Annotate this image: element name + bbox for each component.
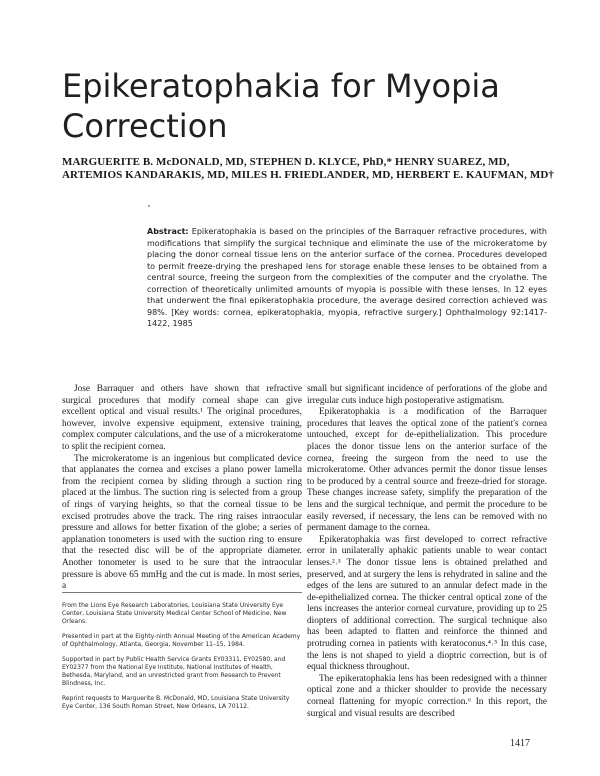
footnote-support: Supported in part by Public Health Service Grants EY03311, EY02580, and EY02377 from the National Eye Institute, National Institutes of Health, Bethesda, Maryland, and an unrestricted grant from Research to Prevent Blindness, Inc. bbox=[62, 656, 286, 687]
abstract-label: Abstract: bbox=[147, 227, 189, 236]
abstract-text: Epikeratophakia is based on the principles of the Barraquer refractive procedures, with modifications that simplify the surgical technique and eliminate the use of the microkeratome by placing the donor corneal tissue lens on the anterior surface of the cornea. Procedures developed to permit freeze-drying the preshaped lens for storage enable these lenses to be obtained from a central source, freeing the surgeon from the complexities of the computer and the cryolathe. The correction of theoretically unlimited amounts of myopia is possible with these lenses. In 12 eyes that underwent the final epikeratophakia procedure, the average desired correction achieved was 98%. [Key words: cornea, epikeratophakia, myopia, refractive surgery.] Ophthalmology 92:1417-1422, 1985 bbox=[147, 227, 548, 328]
decorative-dot bbox=[148, 205, 150, 207]
footnotes bbox=[62, 602, 302, 718]
footnote-reprints: Reprint requests to Marguerite B. McDonald, MD, Louisiana State University Eye Center, 136 South Roman Street, New Orleans, LA 70112. bbox=[62, 695, 290, 710]
body-paragraph: The epikeratophakia lens has been redesigned with a thinner optical zone and a thicker shoulder to provide the necessary corneal flattening for myopic correction.⁶ In this report, the surgical and visual results are described bbox=[307, 673, 547, 719]
body-paragraph: small but significant incidence of perforations of the globe and irregular cuts induce high postoperative astigmatism. bbox=[307, 384, 547, 406]
body-column-left bbox=[62, 384, 302, 592]
footnote-presentation: Presented in part at the Eighty-ninth Annual Meeting of the American Academy of Ophthalmology, Atlanta, Georgia, November 11–15, 1984. bbox=[62, 633, 301, 648]
abstract bbox=[147, 226, 547, 330]
body-paragraph: Epikeratophakia was first developed to correct refractive error in unilaterally aphakic patients unable to wear contact lenses.²˒³ The donor tissue lens is obtained prelathed and preserved, and at surgery the lens is rehydrated in saline and the edges of the lens are sutured to an annular defect made in the de-epithelialized cornea. The thicker central optical zone of the lens increases the anterior corneal curvature, providing up to 25 diopters of additional correction. The surgical technique also has been adapted to flatten and reinforce the thinned and protruding cornea in patients with keratoconus.⁴˒⁵ In this case, the lens is not shaped to yield a dioptric correction, but is of equal thickness throughout. bbox=[307, 534, 547, 673]
article-title: Epikeratophakia for Myopia Correction bbox=[62, 67, 500, 145]
author-list: MARGUERITE B. McDONALD, MD, STEPHEN D. KLYCE, PhD,* HENRY SUAREZ, MD, ARTEMIOS KANDARAKIS, MD, MILES H. FRIEDLANDER, MD, HERBERT E. KAUFMAN, MD† bbox=[62, 156, 554, 181]
body-paragraph: Epikeratophakia is a modification of the Barraquer procedures that leaves the optical zone of the patient's cornea untouched, except for de-epithelialization. This procedure places the donor tissue lens on the anterior surface of the cornea, freeing the surgeon from the need to use the microkeratome. Other advances permit the donor tissue lenses to be produced by a central source and freeze-dried for storage. These changes increase safety, simplify the preparation of the lens and the surgical technique, and permit the procedure to be easily reversed, if necessary, the lens can be removed with no permanent damage to the cornea. bbox=[307, 407, 547, 534]
page-number: 1417 bbox=[510, 738, 530, 749]
body-column-right bbox=[307, 384, 547, 736]
footnote-affiliation: From the Lions Eye Research Laboratories, Louisiana State University Eye Center, Louisiana State University Medical Center School of Medicine, New Orleans. bbox=[62, 602, 287, 625]
body-paragraph: Jose Barraquer and others have shown that refractive surgical procedures that modify corneal shape can give excellent optical and visual results.¹ The original procedures, however, involve expensive equipment, extensive training, complex computer calculations, and the use of a microkeratome to split the recipient cornea. bbox=[62, 384, 302, 452]
footnote-divider bbox=[62, 592, 302, 593]
body-paragraph: The microkeratome is an ingenious but complicated device that applanates the cornea and excises a plano power lamella from the recipient cornea by sliding through a suction ring placed at the limbus. The suction ring is selected from a group of rings of varying heights, so that the corneal tissue to be excised protrudes above the track. The ring raises intraocular pressure and allows for better fixation of the globe; a series of applanation tonometers is used with the suction ring to ensure that the resected disc will be of the appropriate diameter. Another tonometer is used to be sure that the intraocular pressure is above 65 mmHg and the cut is made. In most series, a bbox=[62, 453, 302, 592]
